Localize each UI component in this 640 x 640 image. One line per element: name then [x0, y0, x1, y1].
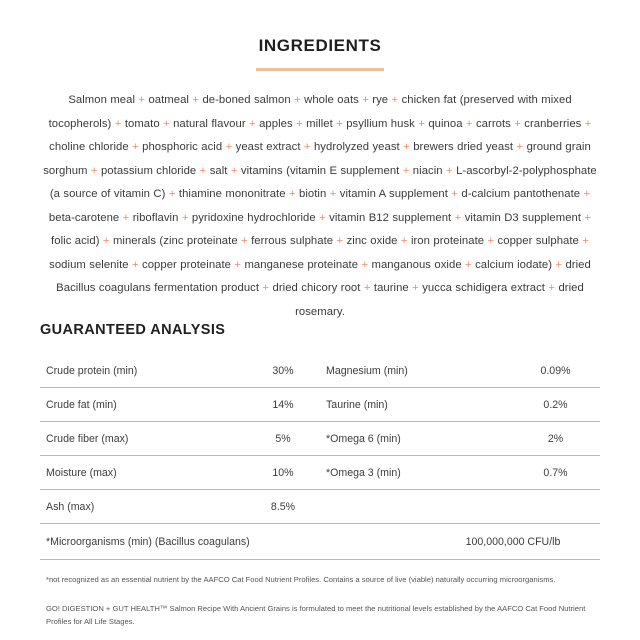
ingredient-item: psyllium husk: [346, 117, 415, 130]
ingredient-item: potassium chloride: [100, 164, 197, 177]
ingredient-item: millet: [306, 117, 333, 130]
ingredient-item: taurine: [373, 282, 409, 294]
ga-right-label: *Omega 3 (min): [320, 456, 505, 490]
ingredient-item: dried Bacillus coagulans fermentation product: [56, 258, 591, 294]
guaranteed-analysis-section: [0, 322, 640, 636]
plus-separator-icon: +: [165, 188, 179, 200]
ingredient-item: choline chloride: [49, 141, 129, 153]
microorganisms-label: *Microorganisms (min) (Bacillus coagulans): [40, 524, 420, 560]
plus-separator-icon: +: [581, 117, 592, 130]
microorganisms-value: 100,000,000 CFU/lb: [420, 524, 600, 560]
plus-separator-icon: +: [300, 141, 314, 153]
plus-separator-icon: +: [580, 188, 591, 200]
ingredient-item: L-ascorbyl-2-polyphosphate (a source of vitamin C): [49, 164, 597, 200]
ingredient-item: minerals (zinc proteinate: [112, 235, 238, 247]
ingredient-item: brewers dried yeast: [413, 141, 514, 153]
plus-separator-icon: +: [513, 141, 527, 153]
ingredient-item: biotin: [299, 188, 327, 200]
ingredient-item: hydrolyzed yeast: [313, 141, 400, 153]
plus-separator-icon: +: [119, 211, 133, 224]
title-divider: [256, 68, 384, 71]
ingredient-item: ground grain sorghum: [43, 141, 591, 177]
ga-right-value: 0.7%: [505, 456, 600, 490]
guaranteed-analysis-heading: GUARANTEED ANALYSIS: [40, 322, 226, 338]
ingredient-item: niacin: [412, 164, 443, 177]
ingredients-heading: INGREDIENTS: [258, 36, 382, 55]
plus-separator-icon: +: [397, 235, 411, 247]
plus-separator-icon: +: [189, 94, 203, 106]
plus-separator-icon: +: [99, 235, 113, 247]
ga-left-value: 14%: [240, 388, 320, 422]
plus-separator-icon: +: [292, 117, 307, 130]
plus-separator-icon: +: [196, 164, 210, 177]
aafco-statement: GO! DIGESTION + GUT HEALTH™ Salmon Recipe With Ancient Grains is formulated to meet the nutritional levels established by the AAFCO Cat Food Nutrient Profiles for All Life Stages.: [46, 604, 586, 626]
ga-left-value: 10%: [240, 456, 320, 490]
microorganisms-table: [40, 524, 600, 560]
table-row: [40, 456, 600, 490]
ingredient-item: quinoa: [428, 117, 463, 130]
ingredient-item: Salmon meal: [68, 94, 136, 106]
plus-separator-icon: +: [128, 141, 143, 153]
ingredient-item: apples: [259, 117, 293, 130]
asterisk-footnote: *not recognized as an essential nutrient by the AAFCO Cat Food Nutrient Profiles. Contains a source of live (viable) naturally occurring microorganisms.: [46, 575, 556, 584]
ga-right-label: Magnesium (min): [320, 354, 505, 388]
plus-separator-icon: +: [447, 188, 462, 200]
plus-separator-icon: +: [111, 117, 125, 130]
plus-separator-icon: +: [408, 282, 423, 294]
ingredient-item: zinc oxide: [346, 235, 398, 247]
ingredient-item: phosphoric acid: [142, 141, 223, 153]
plus-separator-icon: +: [259, 282, 273, 294]
ga-right-label: [320, 490, 505, 524]
ingredient-item: thiamine mononitrate: [178, 188, 286, 200]
plus-separator-icon: +: [545, 282, 559, 294]
plus-separator-icon: +: [399, 164, 413, 177]
ingredient-item: salt: [209, 164, 228, 177]
ingredient-item: cranberries: [524, 117, 582, 130]
ingredient-item: folic acid): [51, 235, 100, 247]
ingredient-item: dried rosemary.: [295, 282, 584, 318]
plus-separator-icon: +: [87, 164, 101, 177]
plus-separator-icon: +: [128, 258, 143, 271]
ingredient-item: natural flavour: [173, 117, 246, 130]
ingredient-item: riboflavin: [132, 211, 179, 224]
table-row: [40, 354, 600, 388]
guaranteed-analysis-table: [40, 354, 600, 524]
ga-left-label: Moisture (max): [40, 456, 240, 490]
plus-separator-icon: +: [461, 258, 476, 271]
plus-separator-icon: +: [360, 282, 374, 294]
ingredient-item: yeast extract: [235, 141, 301, 153]
plus-separator-icon: +: [237, 235, 252, 247]
ga-left-label: Ash (max): [40, 490, 240, 524]
ga-left-value: 30%: [240, 354, 320, 388]
plus-separator-icon: +: [484, 235, 498, 247]
ingredient-item: pyridoxine hydrochloride: [191, 211, 316, 224]
ingredient-item: manganese proteinate: [244, 258, 359, 271]
ga-right-value: 0.09%: [505, 354, 600, 388]
ga-left-value: 8.5%: [240, 490, 320, 524]
ga-right-label: Taurine (min): [320, 388, 505, 422]
plus-separator-icon: +: [332, 117, 347, 130]
ga-right-value: 0.2%: [505, 388, 600, 422]
ingredient-item: yucca schidigera extract: [422, 282, 546, 294]
plus-separator-icon: +: [414, 117, 429, 130]
ga-left-label: Crude fiber (max): [40, 422, 240, 456]
plus-separator-icon: +: [227, 164, 241, 177]
ingredient-item: manganous oxide: [371, 258, 462, 271]
plus-separator-icon: +: [510, 117, 525, 130]
plus-separator-icon: +: [178, 211, 192, 224]
table-row: [40, 524, 600, 560]
ingredient-item: copper proteinate: [142, 258, 232, 271]
ingredient-item: vitamin A supplement: [339, 188, 448, 200]
ga-left-label: Crude fat (min): [40, 388, 240, 422]
ingredient-item: copper sulphate: [497, 235, 579, 247]
ingredient-item: calcium iodate): [475, 258, 553, 271]
ingredient-item: ferrous sulphate: [251, 235, 334, 247]
ingredient-item: tomato: [124, 117, 160, 130]
plus-separator-icon: +: [333, 235, 347, 247]
ingredient-item: de-boned salmon: [202, 94, 291, 106]
plus-separator-icon: +: [315, 211, 330, 224]
plus-separator-icon: +: [290, 94, 305, 106]
ingredients-list: [42, 89, 598, 324]
plus-separator-icon: +: [231, 258, 245, 271]
ingredient-item: rye: [372, 94, 389, 106]
plus-separator-icon: +: [245, 117, 260, 130]
plus-separator-icon: +: [358, 258, 372, 271]
ga-right-value: [505, 490, 600, 524]
ingredient-item: vitamin B12 supplement: [329, 211, 452, 224]
plus-separator-icon: +: [222, 141, 236, 153]
ingredient-item: dried chicory root: [272, 282, 361, 294]
ingredient-item: sodium selenite: [49, 258, 129, 271]
plus-separator-icon: +: [578, 235, 589, 247]
plus-separator-icon: +: [285, 188, 300, 200]
table-row: [40, 388, 600, 422]
ingredient-item: iron proteinate: [410, 235, 485, 247]
ingredient-item: carrots: [475, 117, 511, 130]
ga-right-value: 2%: [505, 422, 600, 456]
plus-separator-icon: +: [442, 164, 457, 177]
plus-separator-icon: +: [358, 94, 373, 106]
ingredient-item: beta-carotene: [48, 211, 120, 224]
ingredient-item: d-calcium pantothenate: [461, 188, 581, 200]
ingredient-item: whole oats: [304, 94, 359, 106]
ga-left-label: Crude protein (min): [40, 354, 240, 388]
plus-separator-icon: +: [326, 188, 340, 200]
ga-right-label: *Omega 6 (min): [320, 422, 505, 456]
plus-separator-icon: +: [451, 211, 465, 224]
ingredient-item: vitamin D3 supplement: [464, 211, 582, 224]
plus-separator-icon: +: [159, 117, 174, 130]
ingredient-item: oatmeal: [148, 94, 189, 106]
plus-separator-icon: +: [581, 211, 592, 224]
plus-separator-icon: +: [462, 117, 476, 130]
ingredient-item: vitamins (vitamin E supplement: [240, 164, 400, 177]
ga-left-value: 5%: [240, 422, 320, 456]
ingredient-item: chicken fat (preserved with mixed tocopherols): [48, 94, 572, 130]
table-row: [40, 422, 600, 456]
plus-separator-icon: +: [388, 94, 402, 106]
plus-separator-icon: +: [135, 94, 149, 106]
plus-separator-icon: +: [399, 141, 414, 153]
table-row: [40, 490, 600, 524]
plus-separator-icon: +: [552, 258, 566, 271]
